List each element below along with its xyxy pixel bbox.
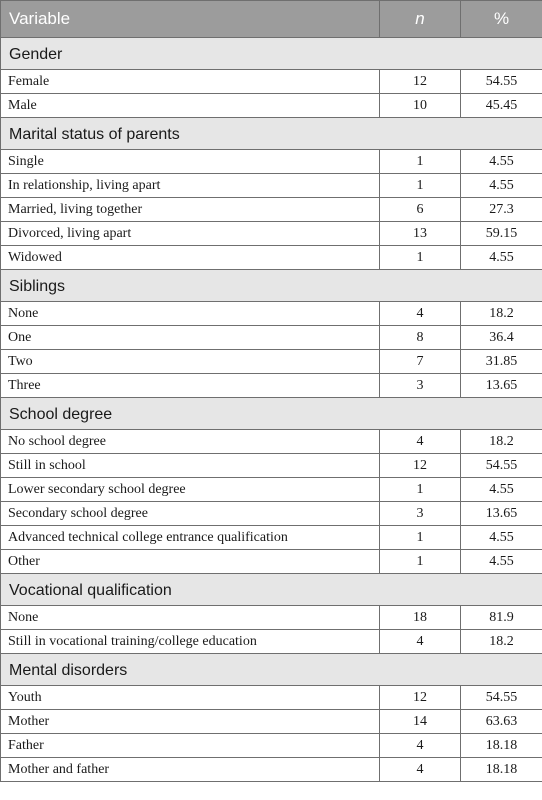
row-label: Father (1, 734, 380, 758)
section-header-row (1, 38, 542, 70)
row-percent: 59.15 (461, 222, 542, 246)
table-row (1, 502, 542, 526)
table-row (1, 454, 542, 478)
table-row (1, 222, 542, 246)
section-header-row (1, 398, 542, 430)
table-row (1, 302, 542, 326)
row-percent: 31.85 (461, 350, 542, 374)
row-count: 1 (380, 150, 461, 174)
row-count: 4 (380, 430, 461, 454)
table-row (1, 374, 542, 398)
table-row (1, 550, 542, 574)
section-header-row (1, 118, 542, 150)
table-row (1, 94, 542, 118)
section-title: Gender (1, 38, 542, 70)
row-count: 1 (380, 174, 461, 198)
row-label: No school degree (1, 430, 380, 454)
row-count: 1 (380, 550, 461, 574)
row-count: 4 (380, 302, 461, 326)
row-label: Divorced, living apart (1, 222, 380, 246)
table-row (1, 70, 542, 94)
row-count: 10 (380, 94, 461, 118)
row-count: 6 (380, 198, 461, 222)
row-percent: 18.2 (461, 302, 542, 326)
row-label: One (1, 326, 380, 350)
row-count: 4 (380, 630, 461, 654)
table-row (1, 710, 542, 734)
row-count: 18 (380, 606, 461, 630)
row-percent: 18.18 (461, 734, 542, 758)
row-label: Youth (1, 686, 380, 710)
table-row (1, 326, 542, 350)
row-count: 7 (380, 350, 461, 374)
table-header (1, 1, 542, 38)
row-count: 1 (380, 526, 461, 550)
row-percent: 4.55 (461, 478, 542, 502)
section-title: School degree (1, 398, 542, 430)
table-row (1, 526, 542, 550)
row-label: Secondary school degree (1, 502, 380, 526)
row-percent: 4.55 (461, 526, 542, 550)
section-header-row (1, 654, 542, 686)
row-label: Male (1, 94, 380, 118)
section-title: Marital status of parents (1, 118, 542, 150)
section-title: Vocational qualification (1, 574, 542, 606)
table-row (1, 606, 542, 630)
row-label: Widowed (1, 246, 380, 270)
row-percent: 4.55 (461, 174, 542, 198)
row-percent: 4.55 (461, 246, 542, 270)
row-percent: 18.2 (461, 430, 542, 454)
header-percent: % (461, 1, 542, 38)
row-percent: 18.18 (461, 758, 542, 782)
row-count: 12 (380, 70, 461, 94)
row-count: 12 (380, 454, 461, 478)
row-label: Three (1, 374, 380, 398)
table-row (1, 478, 542, 502)
row-percent: 13.65 (461, 374, 542, 398)
row-label: Still in vocational training/college education (1, 630, 380, 654)
row-percent: 54.55 (461, 70, 542, 94)
row-count: 4 (380, 758, 461, 782)
row-percent: 27.3 (461, 198, 542, 222)
row-percent: 4.55 (461, 150, 542, 174)
row-label: None (1, 302, 380, 326)
table-body (1, 38, 542, 782)
row-count: 1 (380, 478, 461, 502)
row-label: Lower secondary school degree (1, 478, 380, 502)
table-row (1, 630, 542, 654)
row-percent: 54.55 (461, 686, 542, 710)
row-percent: 13.65 (461, 502, 542, 526)
section-header-row (1, 574, 542, 606)
row-label: Married, living together (1, 198, 380, 222)
row-label: Single (1, 150, 380, 174)
row-percent: 4.55 (461, 550, 542, 574)
row-label: Advanced technical college entrance qualification (1, 526, 380, 550)
row-count: 13 (380, 222, 461, 246)
header-n: n (380, 1, 461, 38)
table-row (1, 350, 542, 374)
header-row (1, 1, 542, 38)
row-label: Two (1, 350, 380, 374)
row-percent: 18.2 (461, 630, 542, 654)
row-label: None (1, 606, 380, 630)
header-variable: Variable (1, 1, 380, 38)
table-row (1, 150, 542, 174)
table-row (1, 758, 542, 782)
row-label: Mother and father (1, 758, 380, 782)
table-row (1, 686, 542, 710)
row-percent: 36.4 (461, 326, 542, 350)
row-label: Female (1, 70, 380, 94)
row-label: Still in school (1, 454, 380, 478)
row-percent: 45.45 (461, 94, 542, 118)
row-count: 3 (380, 374, 461, 398)
section-title: Mental disorders (1, 654, 542, 686)
row-count: 8 (380, 326, 461, 350)
section-header-row (1, 270, 542, 302)
row-count: 12 (380, 686, 461, 710)
table-row (1, 430, 542, 454)
row-percent: 54.55 (461, 454, 542, 478)
row-label: Other (1, 550, 380, 574)
row-count: 14 (380, 710, 461, 734)
row-count: 1 (380, 246, 461, 270)
table-row (1, 174, 542, 198)
row-label: Mother (1, 710, 380, 734)
table-row (1, 198, 542, 222)
row-percent: 81.9 (461, 606, 542, 630)
row-count: 4 (380, 734, 461, 758)
row-count: 3 (380, 502, 461, 526)
table-row (1, 734, 542, 758)
section-title: Siblings (1, 270, 542, 302)
table-row (1, 246, 542, 270)
row-percent: 63.63 (461, 710, 542, 734)
row-label: In relationship, living apart (1, 174, 380, 198)
